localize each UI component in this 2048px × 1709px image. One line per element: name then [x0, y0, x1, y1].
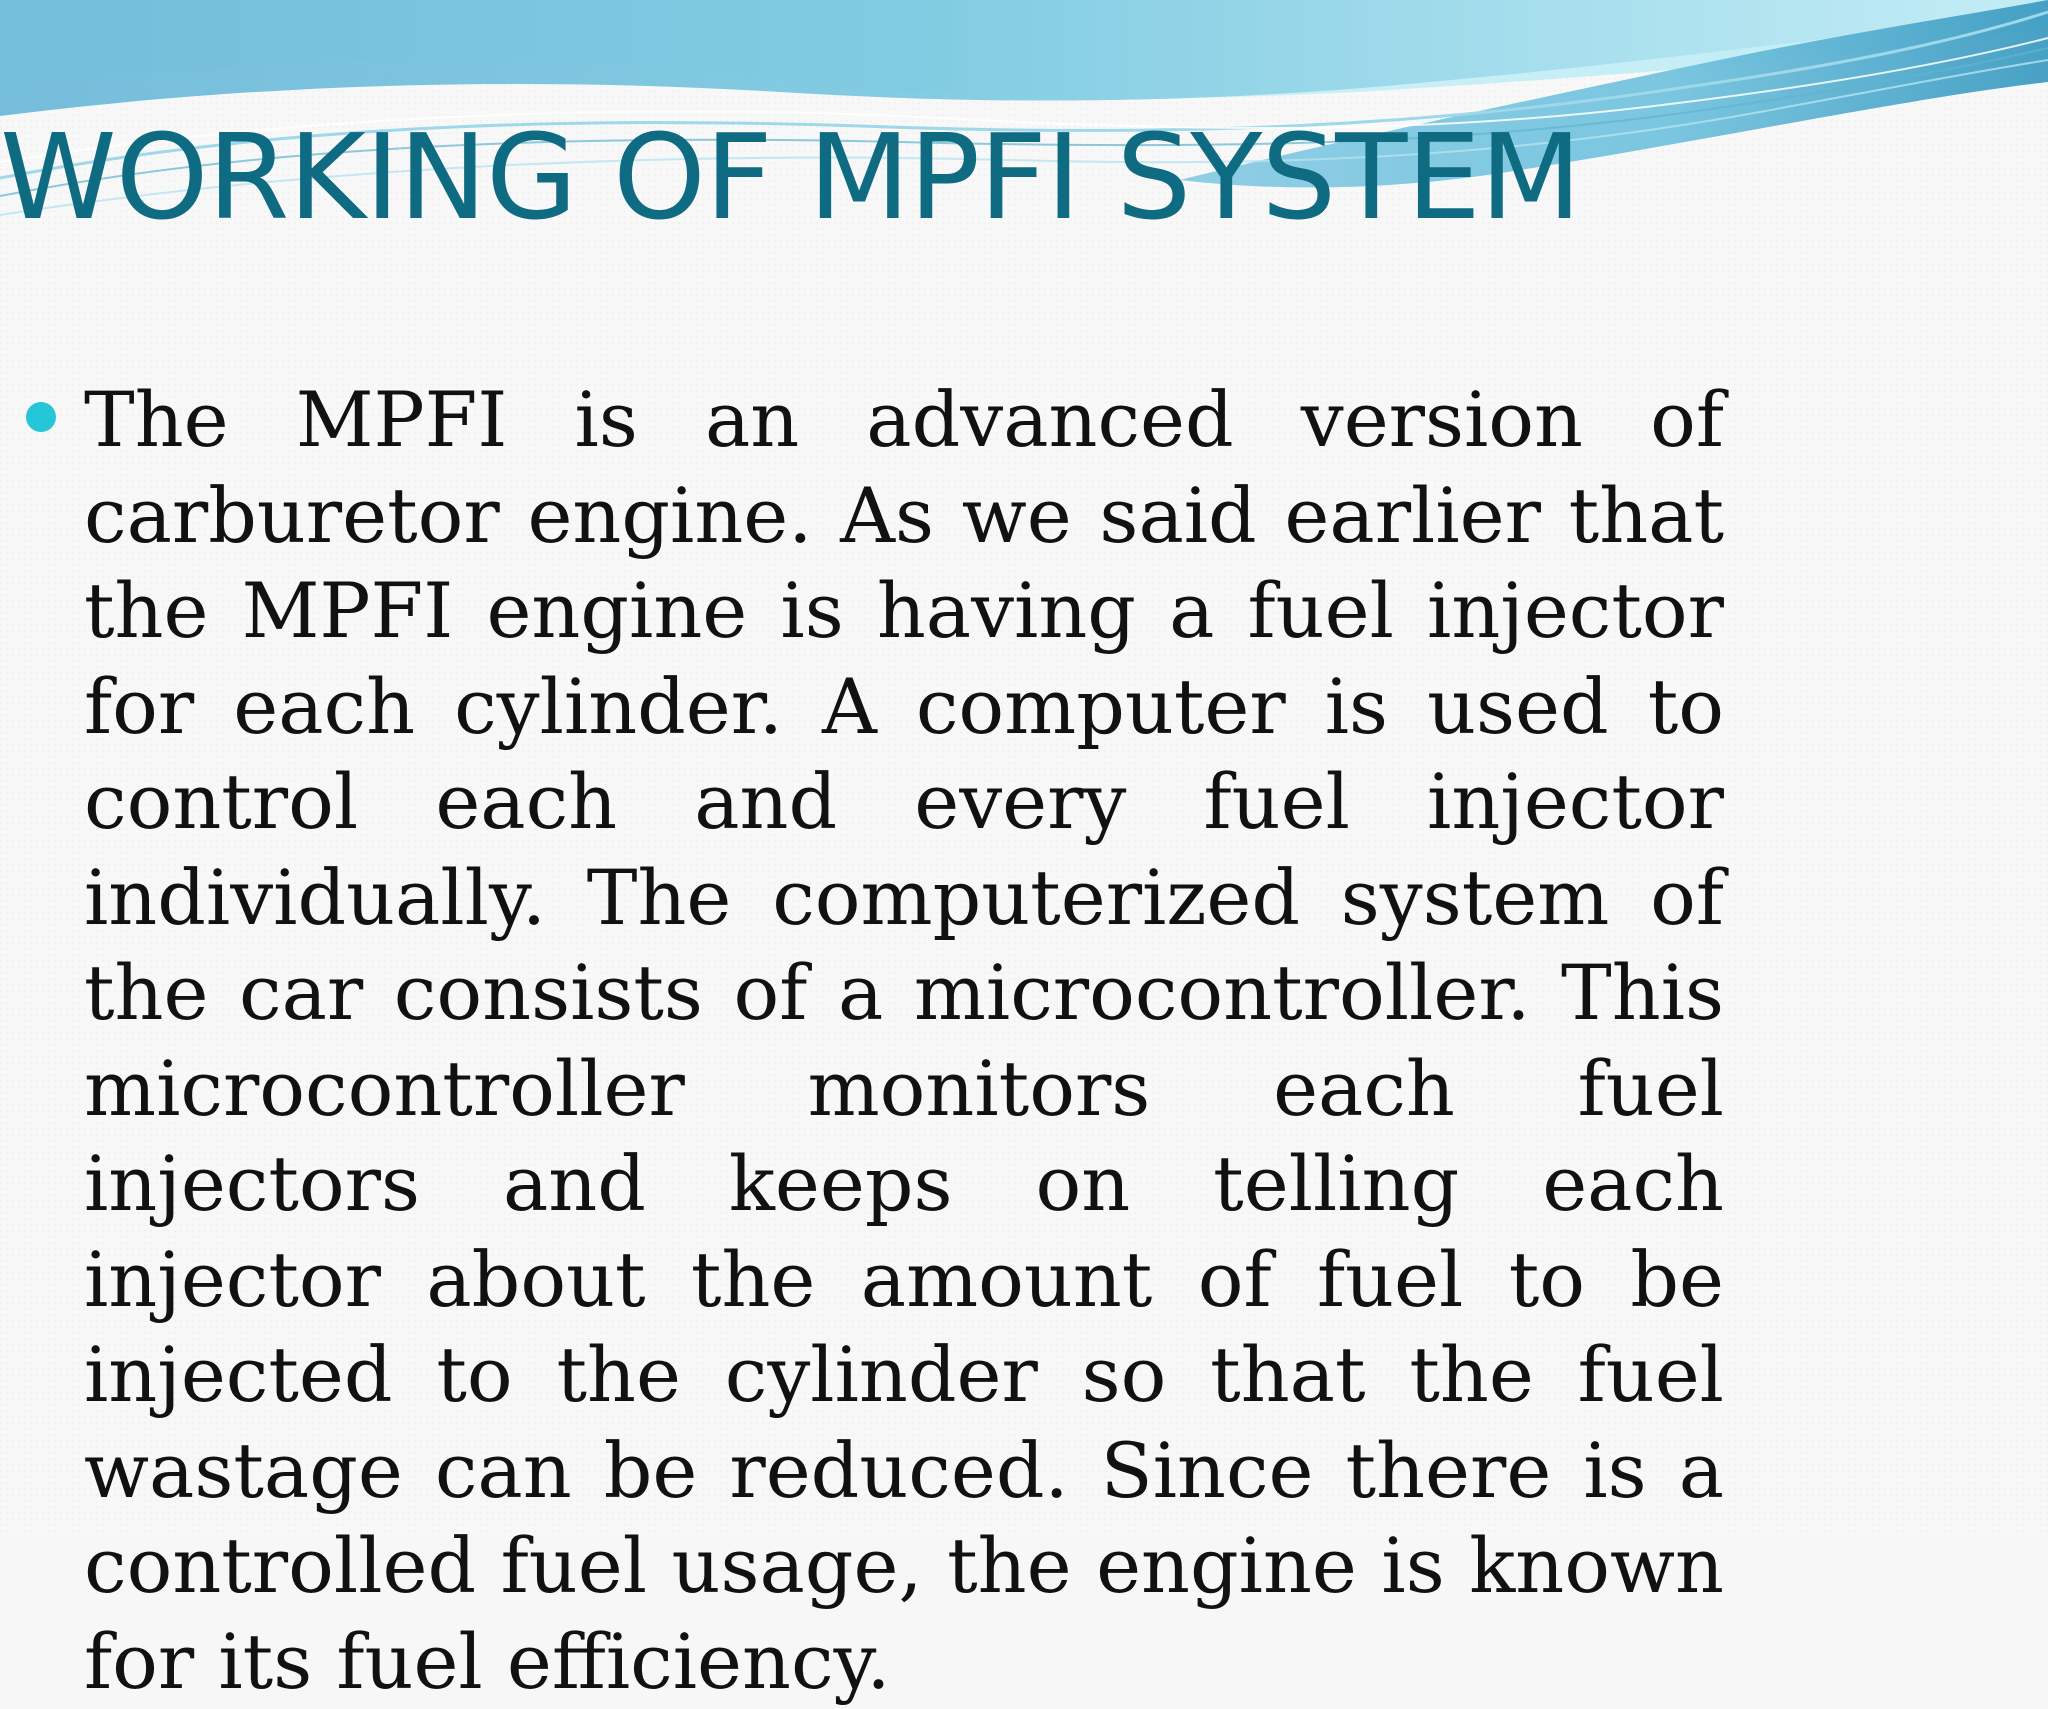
slide-body: [26, 372, 1726, 1709]
bullet-item: [26, 372, 1726, 1709]
filled-circle-bullet-icon: [26, 402, 56, 432]
bullet-text: The MPFI is an advanced version of carburetor engine. As we said earlier that the MPFI engine is having a fuel injector for each cylinder. A computer is used to control each and every fuel injector individually. The computerized system of the car consists of a microcontroller. This microcontroller monitors each fuel injectors and keeps on telling each injector about the amount of fuel to be injected to the cylinder so that the fuel wastage can be reduced. Since there is a controlled fuel usage, the engine is known for its fuel efficiency.: [84, 375, 1724, 1706]
slide-title: WORKING OF MPFI SYSTEM: [0, 108, 1581, 246]
